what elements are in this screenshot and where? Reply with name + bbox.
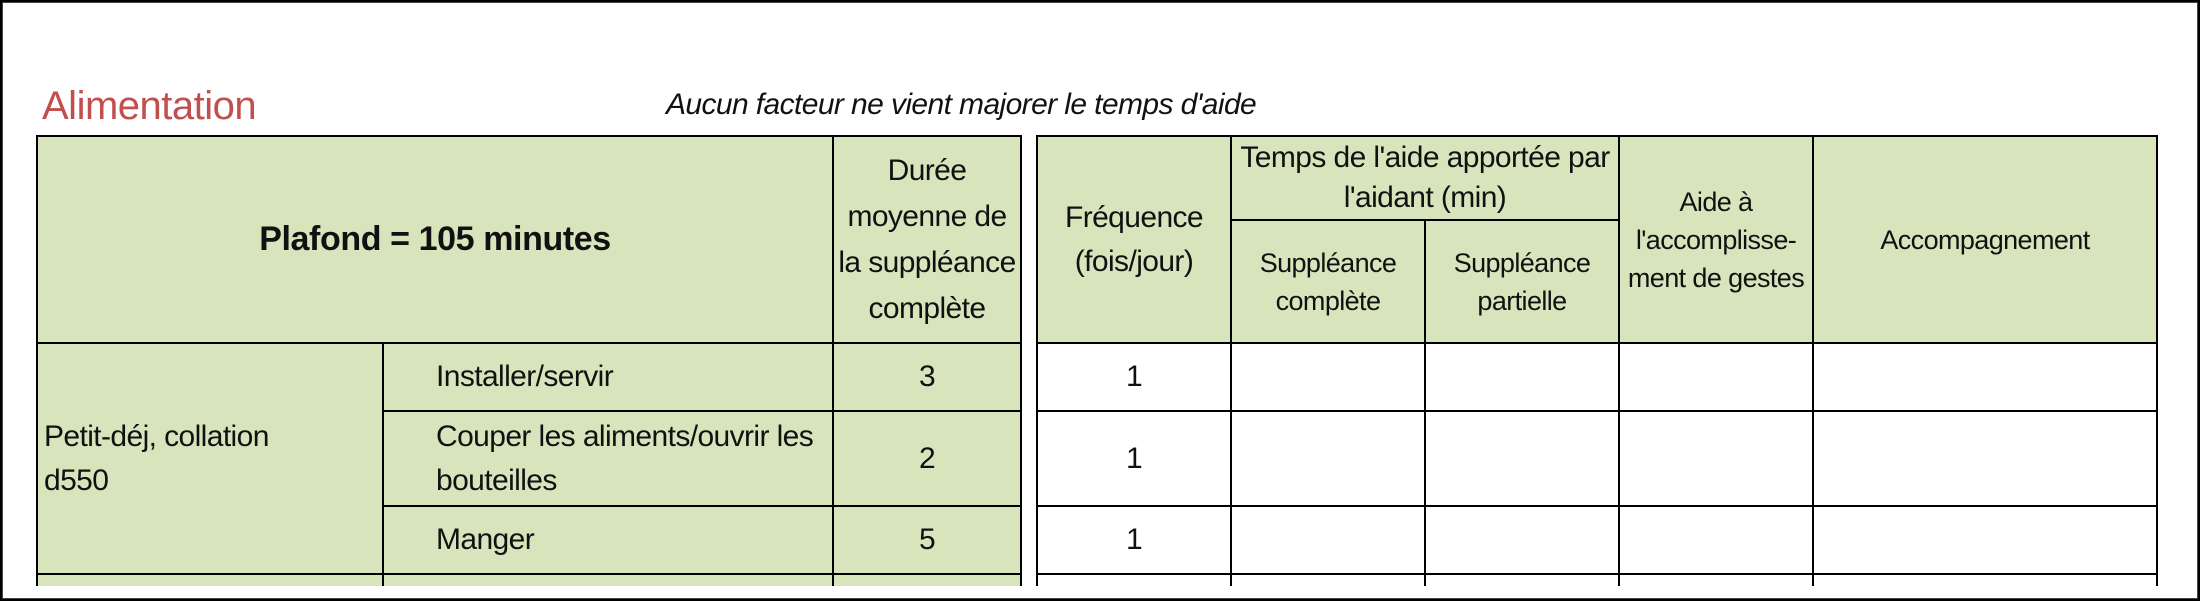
frequence-value: 1: [1037, 411, 1231, 506]
aide-accomplissement-header: [1619, 136, 1813, 343]
suppleance-partielle-cell[interactable]: [1425, 343, 1619, 411]
suppleance-complete-cell[interactable]: [1231, 411, 1425, 506]
frequence-value: 1: [1037, 343, 1231, 411]
task-label-line: Manger: [436, 523, 535, 556]
table-row-partial: [37, 574, 1021, 586]
frequence-header-line: Fréquence: [1064, 200, 1204, 234]
aide-accomplissement-cell[interactable]: [1619, 343, 1813, 411]
duree-header-line: la suppléance: [838, 245, 1016, 279]
accompagnement-cell[interactable]: [1813, 343, 2157, 411]
task-label-line: Couper les aliments/ouvrir les: [436, 419, 814, 453]
group-label-line: Petit-déj, collation: [44, 419, 269, 453]
accompagnement-cell[interactable]: [1813, 506, 2157, 574]
suppleance-partielle-line: Suppléance: [1453, 247, 1591, 278]
aide-accomplissement-cell[interactable]: [1619, 411, 1813, 506]
accompagnement-header: Accompagnement: [1813, 136, 2157, 343]
suppleance-complete-cell[interactable]: [1231, 506, 1425, 574]
task-label-line: Installer/servir: [436, 360, 614, 393]
duree-header: [833, 136, 1021, 343]
table-row: [1037, 411, 2157, 506]
suppleance-complete-cell[interactable]: [1231, 343, 1425, 411]
table-row: [1037, 506, 2157, 574]
right-table: [1036, 135, 2158, 586]
plafond-header: Plafond = 105 minutes: [37, 136, 833, 343]
temps-aide-header-line: l'aidant (min): [1343, 181, 1507, 214]
task-label: [383, 506, 833, 574]
duree-value: 3: [833, 343, 1021, 411]
section-title: Alimentation: [42, 84, 257, 128]
suppleance-complete-line: Suppléance: [1259, 247, 1397, 278]
suppleance-complete-line: complète: [1275, 285, 1381, 316]
duree-header-line: moyenne de: [847, 199, 1007, 233]
aide-accomplissement-cell[interactable]: [1619, 506, 1813, 574]
table-row-partial: [1037, 574, 2157, 586]
suppleance-partielle-cell[interactable]: [1425, 506, 1619, 574]
left-table: [36, 135, 1022, 586]
duree-header-line: complète: [868, 291, 986, 325]
table-row: [1037, 343, 2157, 411]
section-note: Aucun facteur ne vient majorer le temps d'aide: [666, 88, 1257, 121]
duree-value: 2: [833, 411, 1021, 506]
frequence-value: 1: [1037, 506, 1231, 574]
temps-aide-header-line: Temps de l'aide apportée par: [1240, 141, 1610, 174]
accompagnement-cell[interactable]: [1813, 411, 2157, 506]
task-label: [383, 411, 833, 506]
task-label-line: bouteilles: [436, 463, 557, 497]
table-row: [37, 343, 1021, 411]
suppleance-partielle-line: partielle: [1477, 285, 1567, 316]
duree-value: 5: [833, 506, 1021, 574]
frequence-header: [1037, 136, 1231, 343]
duree-header-line: Durée: [887, 153, 967, 187]
aide-header-line: ment de gestes: [1627, 262, 1805, 293]
group-label: [37, 343, 383, 574]
frequence-header-line: (fois/jour): [1074, 244, 1194, 278]
group-label-code: d550: [44, 463, 109, 497]
aide-header-line: l'accomplisse-: [1635, 224, 1797, 255]
aide-header-line: Aide à: [1679, 186, 1753, 217]
suppleance-partielle-cell[interactable]: [1425, 411, 1619, 506]
suppleance-partielle-header: [1425, 220, 1619, 343]
temps-aide-header: [1231, 136, 1619, 220]
suppleance-complete-header: [1231, 220, 1425, 343]
task-label: [383, 343, 833, 411]
